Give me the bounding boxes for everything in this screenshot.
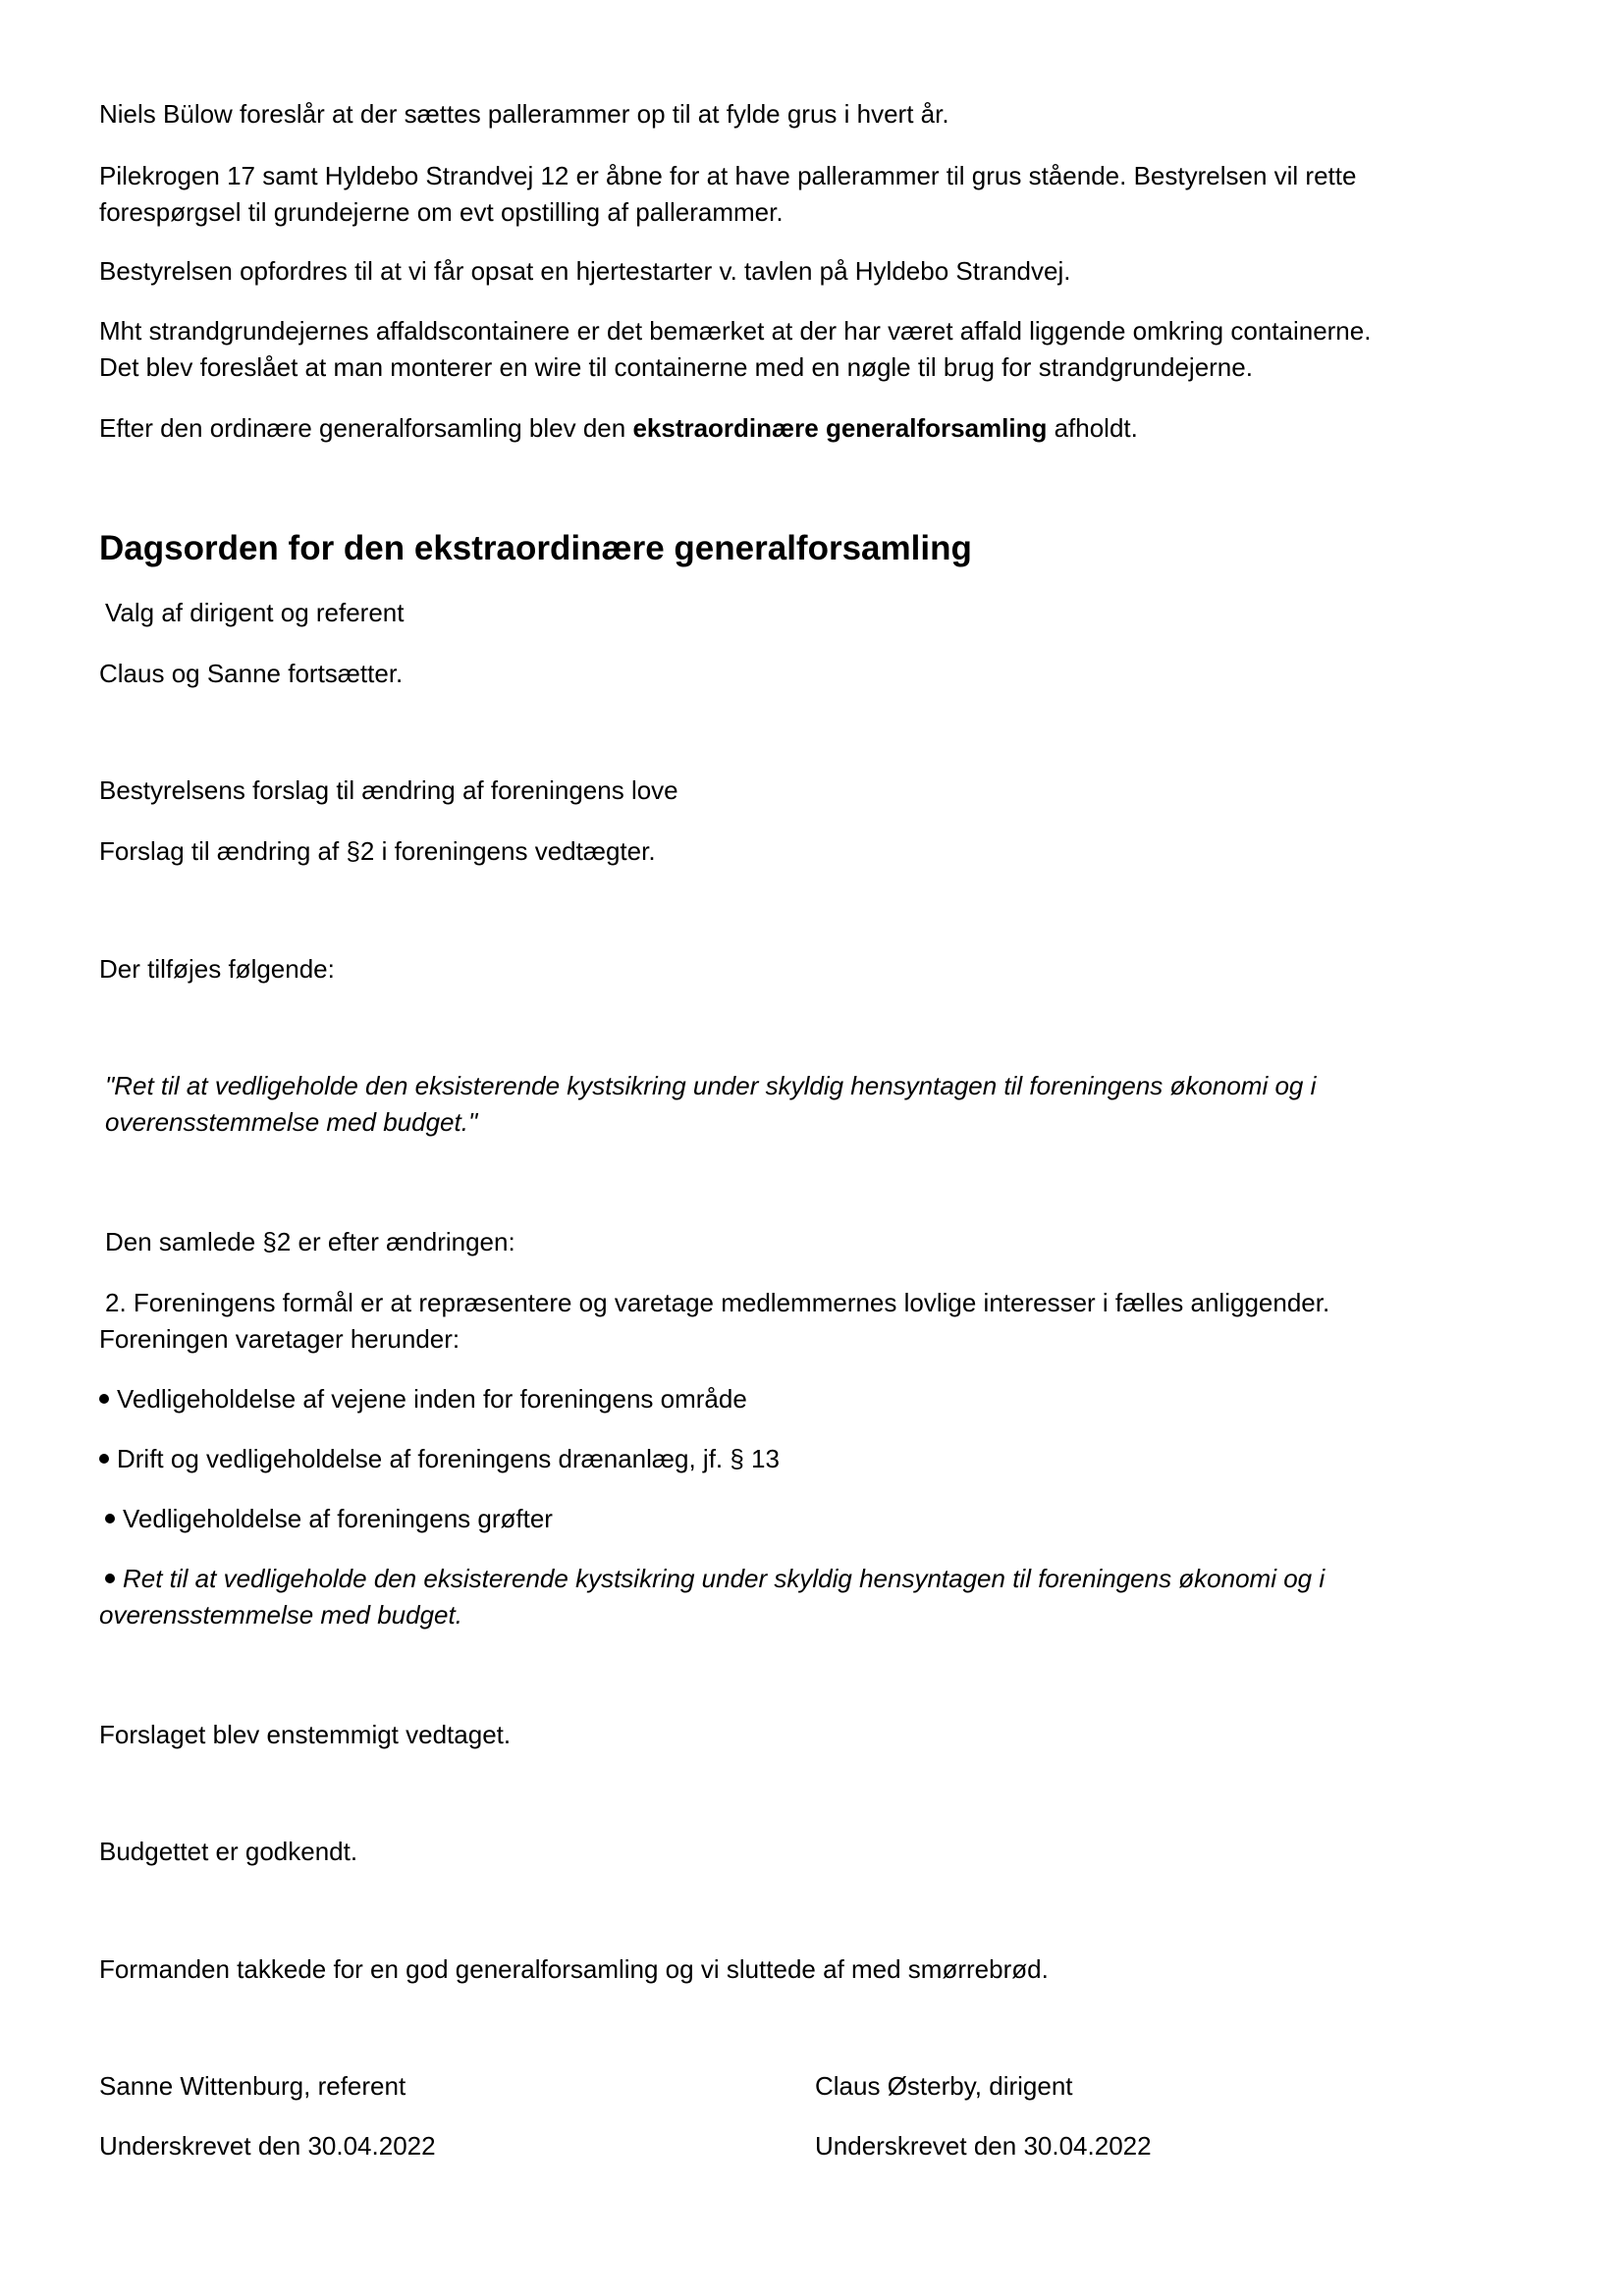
bullet-icon xyxy=(99,1454,109,1464)
paragraph-ekstraordinaer xyxy=(99,410,1533,447)
list-item-text: Vedligeholdelse af vejene inden for foreningens område xyxy=(117,1384,747,1414)
text-line xyxy=(99,410,1533,447)
list-item-text: Drift og vedligeholdelse af foreningens drænanlæg, jf. § 13 xyxy=(117,1444,780,1473)
text-line: "Ret til at vedligeholde den eksisterende kystsikring under skyldig hensyntagen til foreningens økonomi og i xyxy=(105,1071,1317,1100)
text-line: 2. Foreningens formål er at repræsentere og varetage medlemmernes lovlige interesser i fælles anliggender. xyxy=(105,1288,1330,1317)
list-item-text: Vedligeholdelse af foreningens grøfter xyxy=(123,1504,553,1533)
signature-referent: Sanne Wittenburg, referent xyxy=(99,2071,406,2101)
text-line xyxy=(99,1561,1533,1597)
text-line: Det blev foreslået at man monterer en wire til containerne med en nøgle til brug for strandgrundejerne. xyxy=(99,352,1253,382)
list-item xyxy=(105,1501,1539,1537)
list-item xyxy=(99,1381,1533,1417)
bullet-icon xyxy=(99,1394,109,1404)
signature-dirigent: Claus Østerby, dirigent xyxy=(815,2071,1073,2101)
text-line: forespørgsel til grundejerne om evt opstilling af pallerammer. xyxy=(99,197,784,227)
signature-date: Underskrevet den 30.04.2022 xyxy=(815,2131,1152,2161)
agenda-item-title: Bestyrelsens forslag til ændring af foreningens love xyxy=(99,775,678,805)
proposal-result: Forslaget blev enstemmigt vedtaget. xyxy=(99,1720,512,1749)
agenda-heading: Dagsorden for den ekstraordinære generalforsamling xyxy=(99,529,972,567)
text-line: Niels Bülow foreslår at der sættes pallerammer op til at fylde grus i hvert år. xyxy=(99,99,949,129)
text-span: afholdt. xyxy=(1047,413,1138,443)
paragraph-pallerammer xyxy=(99,96,1533,133)
text-line: Bestyrelsen opfordres til at vi får opsat en hjertestarter v. tavlen på Hyldebo Strandvej. xyxy=(99,256,1071,286)
full-paragraph-label: Den samlede §2 er efter ændringen: xyxy=(105,1227,515,1256)
list-item-text: Ret til at vedligeholde den eksisterende kystsikring under skyldig hensyntagen til foreningens økonomi og i xyxy=(123,1564,1326,1593)
closing-thanks: Formanden takkede for en god generalforsamling og vi sluttede af med smørrebrød. xyxy=(99,1954,1049,1984)
quote-block xyxy=(105,1068,1539,1141)
paragraph-2 xyxy=(99,1285,1533,1358)
addition-label: Der tilføjes følgende: xyxy=(99,954,335,984)
text-line: Foreningen varetager herunder: xyxy=(99,1324,460,1354)
agenda-item-text: Forslag til ændring af §2 i foreningens vedtægter. xyxy=(99,836,656,866)
agenda-item-title: Valg af dirigent og referent xyxy=(105,598,405,627)
agenda-item-text: Claus og Sanne fortsætter. xyxy=(99,659,404,688)
paragraph-affald xyxy=(99,313,1533,386)
signature-date: Underskrevet den 30.04.2022 xyxy=(99,2131,436,2161)
text-line: overensstemmelse med budget. xyxy=(99,1600,462,1629)
bullet-icon xyxy=(105,1514,115,1523)
list-item xyxy=(99,1561,1533,1633)
list-item xyxy=(99,1441,1533,1477)
paragraph-pilekrogen xyxy=(99,158,1533,231)
text-span: Efter den ordinære generalforsamling blev den xyxy=(99,413,633,443)
text-line: overensstemmelse med budget." xyxy=(105,1107,478,1137)
bold-text: ekstraordinære generalforsamling xyxy=(632,413,1048,443)
paragraph-hjertestarter xyxy=(99,253,1533,290)
budget-statement: Budgettet er godkendt. xyxy=(99,1837,358,1866)
text-line: Mht strandgrundejernes affaldscontainere er det bemærket at der har været affald liggende omkring containerne. xyxy=(99,316,1372,346)
bullet-icon xyxy=(105,1574,115,1583)
text-line: Pilekrogen 17 samt Hyldebo Strandvej 12 er åbne for at have pallerammer til grus stående. Bestyrelsen vil rette xyxy=(99,161,1357,190)
